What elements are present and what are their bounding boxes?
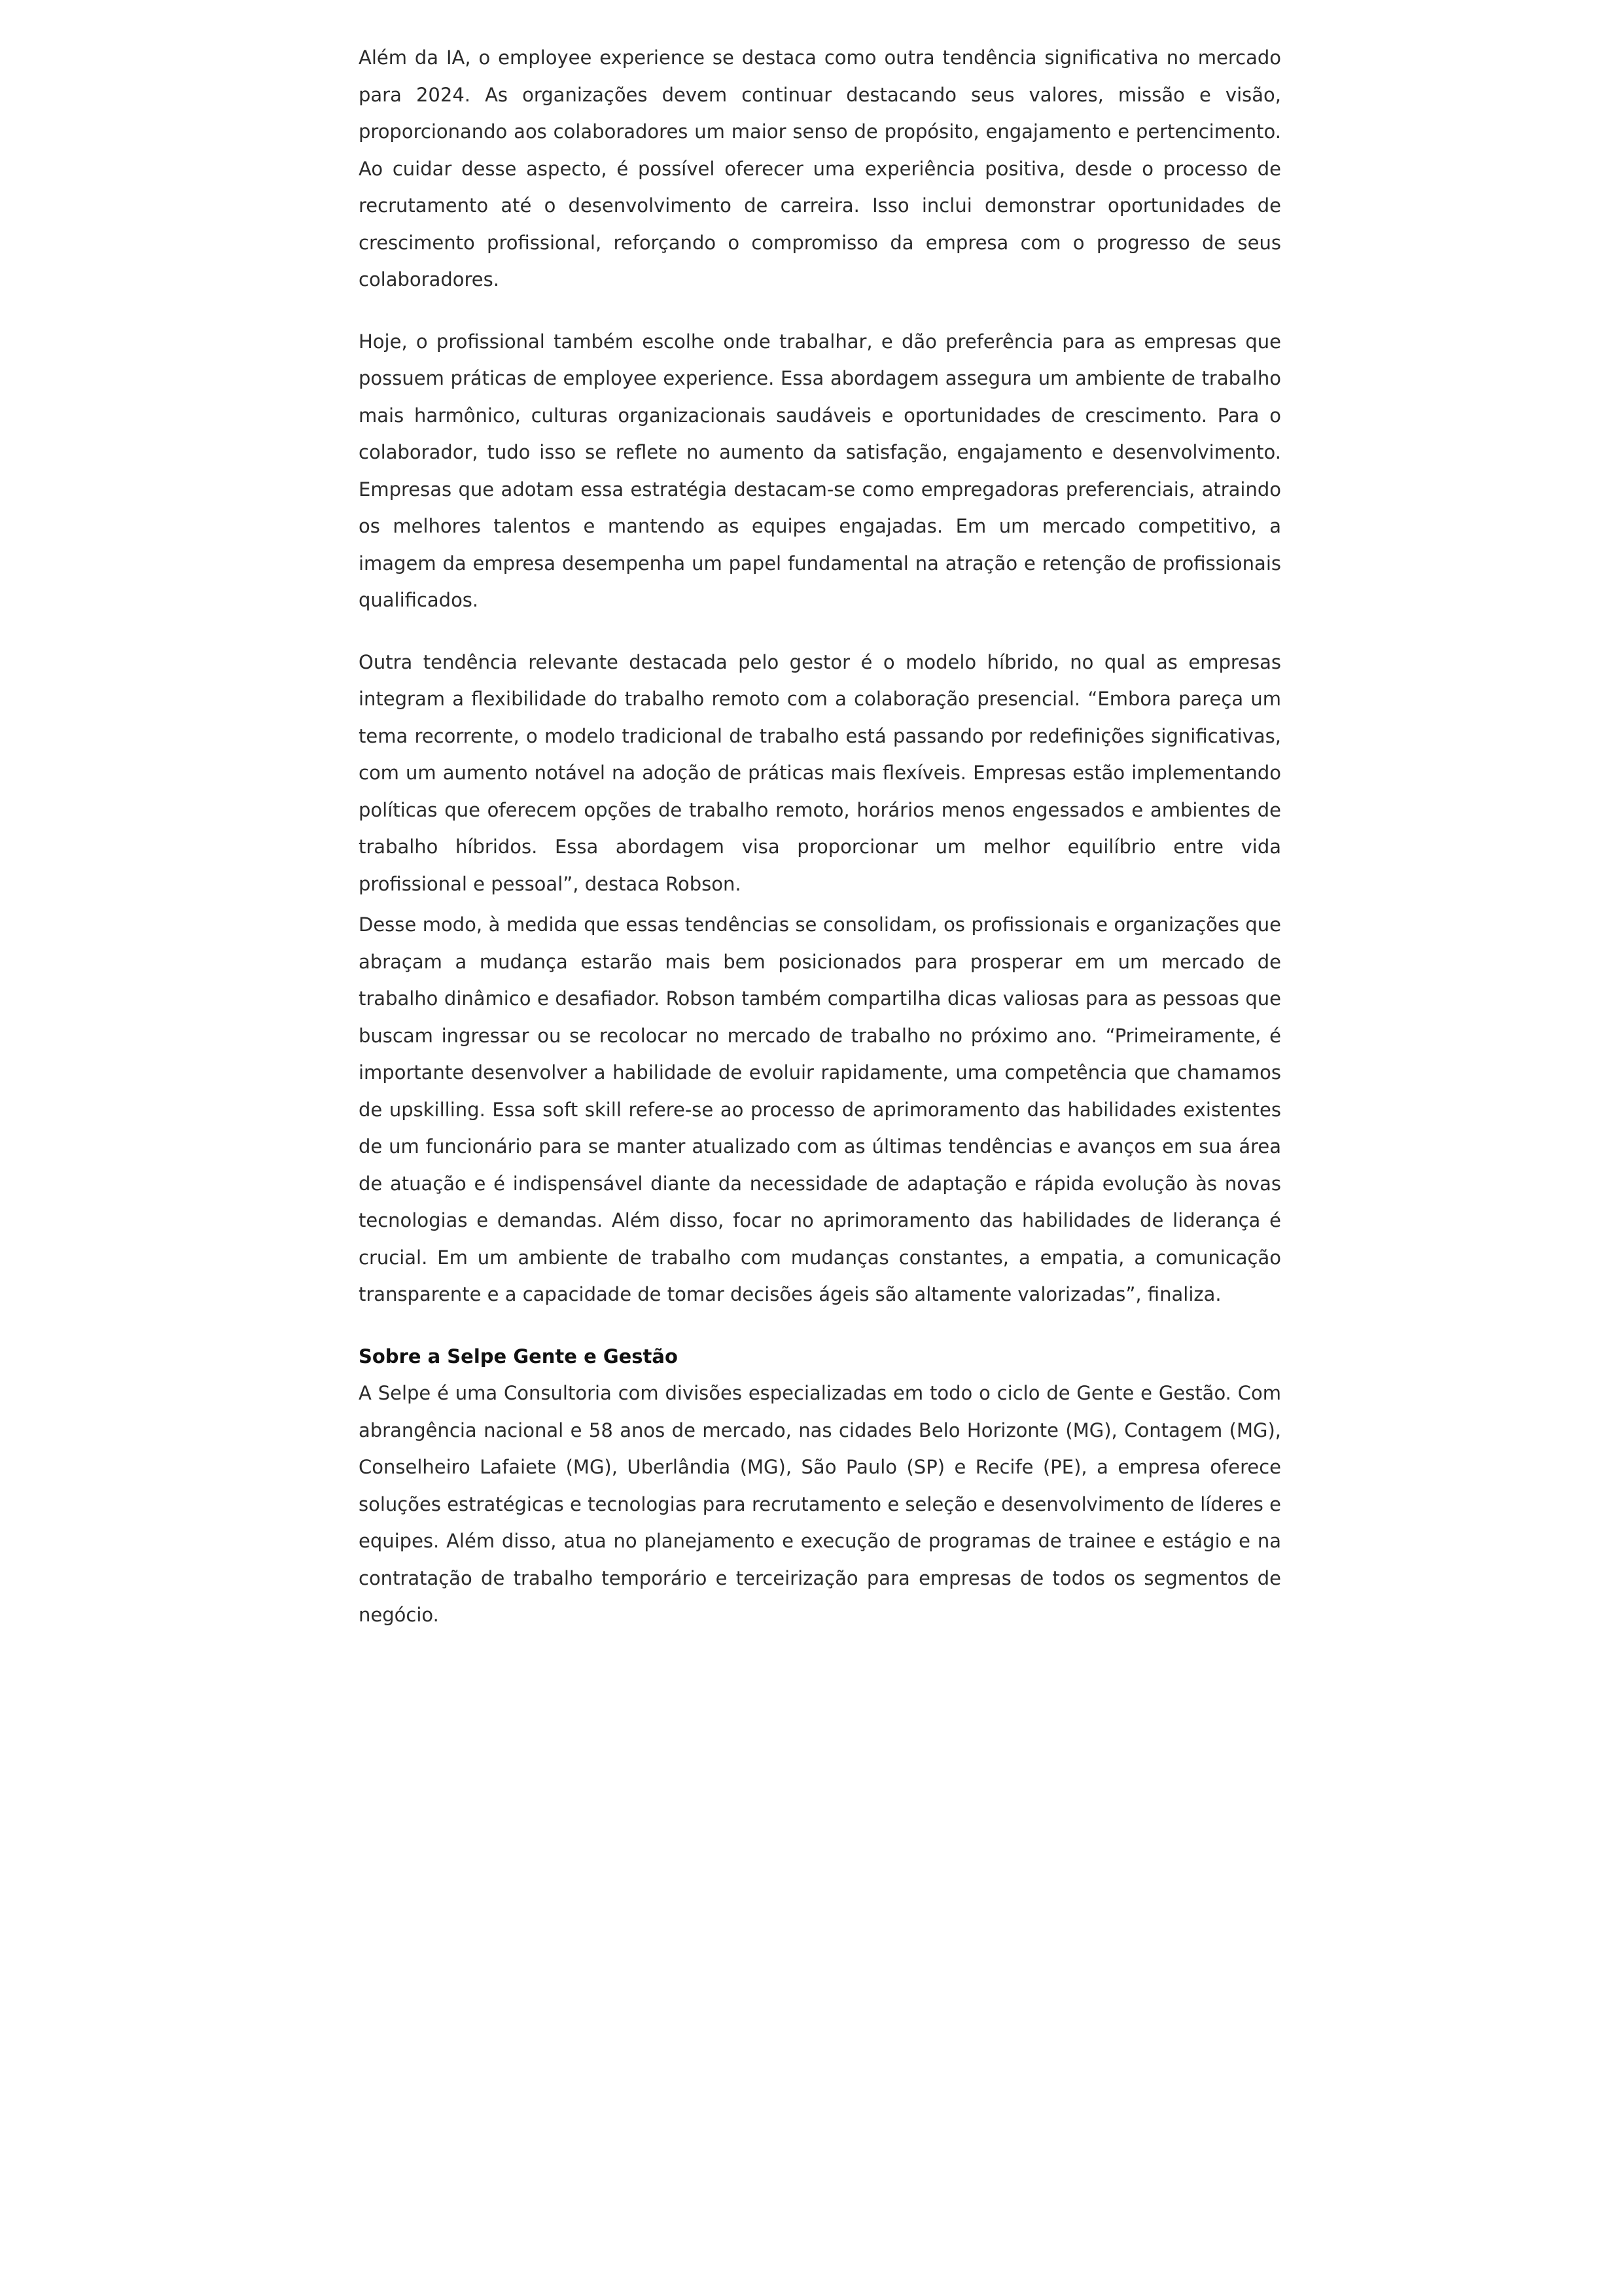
paragraph-employee-experience: Além da IA, o employee experience se destaca como outra tendência significativa no mercado para 2024. As organizações devem continuar destacando seus valores, missão e visão, proporcionando aos colaboradores um maior senso de propósito, engajamento e pertencimento. Ao cuidar desse aspecto, é possível oferecer uma experiência positiva, desde o processo de recrutamento até o desenvolvimento de carreira. Isso inclui demonstrar oportunidades de crescimento profissional, reforçando o compromisso da empresa com o progresso de seus colaboradores. — [359, 46, 1281, 291]
about-paragraph: A Selpe é uma Consultoria com divisões especializadas em todo o ciclo de Gente e Gestão. Com abrangência nacional e 58 anos de mercado, nas cidades Belo Horizonte (MG), Contagem (MG), Conselheiro Lafaiete (MG), Uberlândia (MG), São Paulo (SP) e Recife (PE), a empresa oferece soluções estratégicas e tecnologias para recrutamento e seleção e desenvolvimento de líderes e equipes. Além disso, atua no planejamento e execução de programas de trainee e estágio e na contratação de trabalho temporário e terceirização para empresas de todos os segmentos de negócio. — [359, 1382, 1281, 1626]
about-heading: Sobre a Selpe Gente e Gestão — [359, 1345, 678, 1368]
paragraph-upskilling-tips: Desse modo, à medida que essas tendências se consolidam, os profissionais e organizações que abraçam a mudança estarão mais bem posicionados para prosperar em um mercado de trabalho dinâmico e desafiador. Robson também compartilha dicas valiosas para as pessoas que buscam ingressar ou se recolocar no mercado de trabalho no próximo ano. “Primeiramente, é importante desenvolver a habilidade de evoluir rapidamente, uma competência que chamamos de upskilling. Essa soft skill refere-se ao processo de aprimoramento das habilidades existentes de um funcionário para se manter atualizado com as últimas tendências e avanços em sua área de atuação e é indispensável diante da necessidade de adaptação e rápida evolução às novas tecnologias e demandas. Além disso, focar no aprimoramento das habilidades de liderança é crucial. Em um ambiente de trabalho com mudanças constantes, a empatia, a comunicação transparente e a capacidade de tomar decisões ágeis são altamente valorizadas”, finaliza. — [359, 913, 1281, 1305]
document-body — [359, 39, 1281, 1634]
paragraph-hybrid-model: Outra tendência relevante destacada pelo gestor é o modelo híbrido, no qual as empresas integram a flexibilidade do trabalho remoto com a colaboração presencial. “Embora pareça um tema recorrente, o modelo tradicional de trabalho está passando por redefinições significativas, com um aumento notável na adoção de práticas mais flexíveis. Empresas estão implementando políticas que oferecem opções de trabalho remoto, horários menos engessados e ambientes de trabalho híbridos. Essa abordagem visa proporcionar um melhor equilíbrio entre vida profissional e pessoal”, destaca Robson. — [359, 650, 1281, 895]
paragraph-employer-preference: Hoje, o profissional também escolhe onde trabalhar, e dão preferência para as empresas que possuem práticas de employee experience. Essa abordagem assegura um ambiente de trabalho mais harmônico, culturas organizacionais saudáveis e oportunidades de crescimento. Para o colaborador, tudo isso se reflete no aumento da satisfação, engajamento e desenvolvimento. Empresas que adotam essa estratégia destacam-se como empregadoras preferenciais, atraindo os melhores talentos e mantendo as equipes engajadas. Em um mercado competitivo, a imagem da empresa desempenha um papel fundamental na atração e retenção de profissionais qualificados. — [359, 330, 1281, 611]
